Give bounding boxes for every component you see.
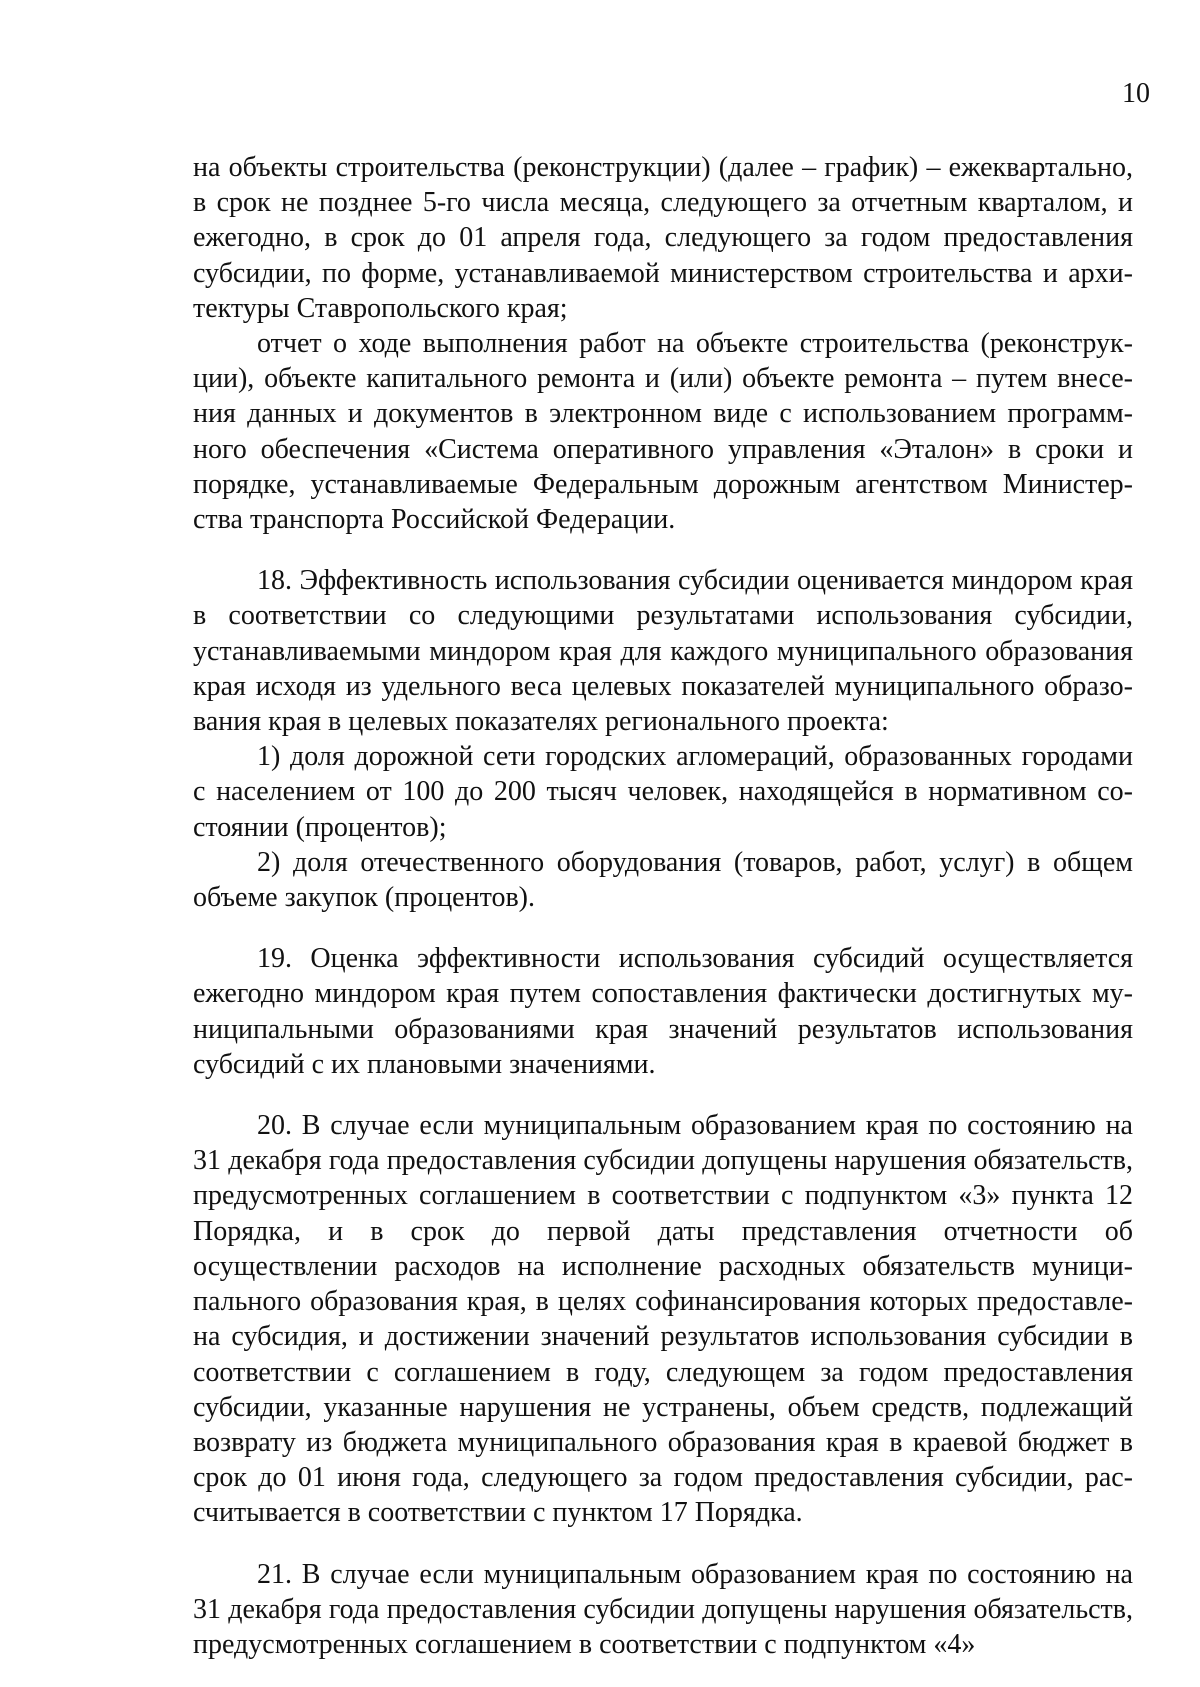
paragraph-18-item-2: 2) доля отечественного оборудования (товаров, работ, услуг) в общем объеме закупок (процентов). — [193, 846, 1133, 914]
paragraph-18-efficiency: 18. Эффективность использования субсидии оценивается миндором края в соответствии со следующими результатами использования субсидии, устанавливаемыми миндором края для каждого муниципального образования края исходя из удельного веса целевых показателей муниципального образования края в целевых показателях регионального проекта: — [193, 565, 1133, 738]
paragraph-schedule-continuation: на объекты строительства (реконструкции) (далее – график) – ежеквартально, в срок не позднее 5-го числа месяца, следующего за отчетным кварталом, и ежегодно, в срок до 01 апреля года, следующего за годом предоставления субсидии, по форме, устанавливаемой министерством строительства и архитектуры Ставропольского края; — [193, 152, 1133, 324]
paragraph-progress-report: отчет о ходе выполнения работ на объекте строительства (реконструкции), объекте капитального ремонта и (или) объекте ремонта – путем внесения данных и документов в электронном виде с использованием программного обеспечения «Система оперативного управления «Эталон» в сроки и порядке, устанавливаемые Федеральным дорожным агентством Министерства транспорта Российской Федерации. — [193, 328, 1133, 536]
paragraph-18-item-1: 1) доля дорожной сети городских агломераций, образованных городами с населением от 100 до 200 тысяч человек, находящейся в нормативном состоянии (процентов); — [193, 741, 1133, 843]
document-body — [193, 150, 1133, 1662]
paragraph-20-violations: 20. В случае если муниципальным образованием края по состоянию на 31 декабря года предоставления субсидии допущены нарушения обязательств, предусмотренных соглашением в соответствии с подпунктом «3» пункта 12 Порядка, и в срок до первой даты представления отчетности об осуществлении расходов на исполнение расходных обязательств муниципального образования края, в целях софинансирования которых предоставлена субсидия, и достижении значений результатов использования субсидии в соответствии с соглашением в году, следующем за годом предоставления субсидии, указанные нарушения не устранены, объем средств, подлежащий возврату из бюджета муниципального образования края в краевой бюджет в срок до 01 июня года, следующего за годом предоставления субсидии, рассчитывается в соответствии с пунктом 17 Порядка. — [193, 1110, 1133, 1529]
paragraph-19-evaluation: 19. Оценка эффективности использования субсидий осуществляется ежегодно миндором края путем сопоставления фактически достигнутых муниципальными образованиями края значений результатов использования субсидий с их плановыми значениями. — [193, 943, 1133, 1080]
page-number: 10 — [1122, 78, 1150, 109]
paragraph-21-violations: 21. В случае если муниципальным образованием края по состоянию на 31 декабря года предоставления субсидии допущены нарушения обязательств, предусмотренных соглашением в соответствии с подпунктом «4» — [193, 1558, 1133, 1660]
